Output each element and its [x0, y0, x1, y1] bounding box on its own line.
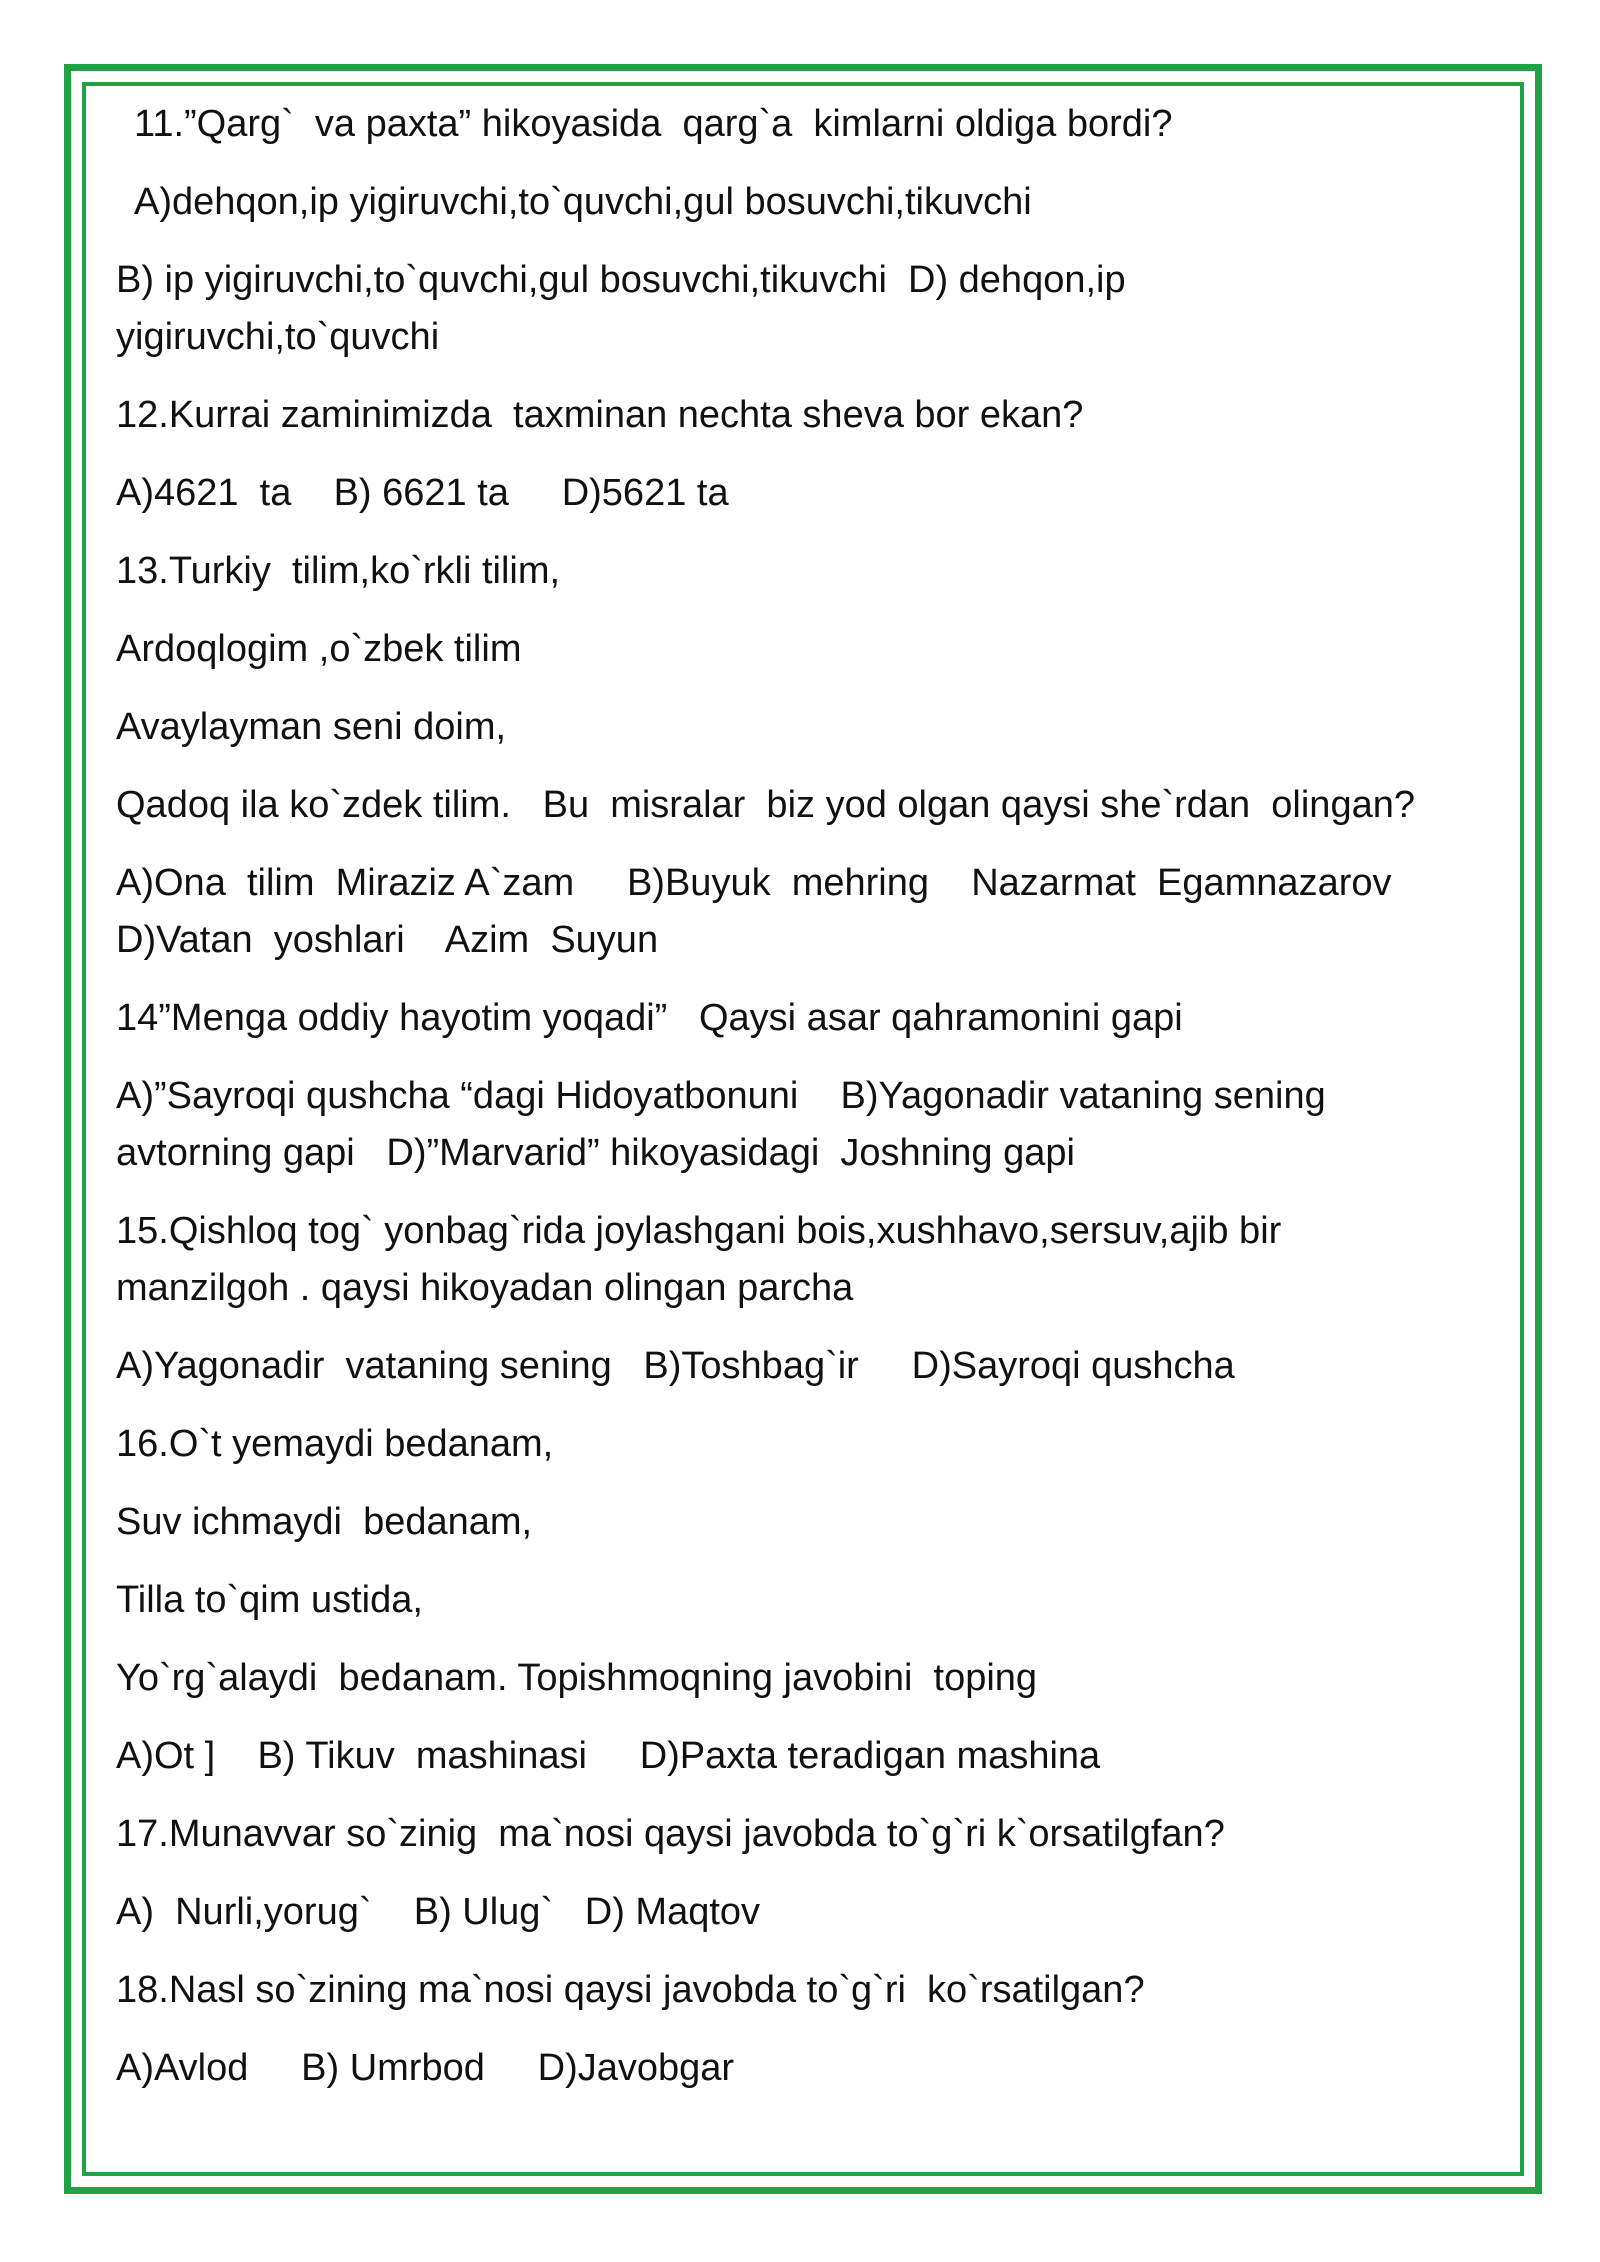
text-line: Avaylayman seni doim, [116, 706, 507, 748]
text-line: A)dehqon,ip yigiruvchi,to`quvchi,gul bosuvchi,tikuvchi [134, 181, 1032, 223]
line-gap [116, 756, 1466, 777]
line-gap [116, 1707, 1466, 1728]
line-gap [116, 366, 1466, 387]
text-line: avtorning gapi D)”Marvarid” hikoyasidagi Joshning gapi [116, 1132, 1075, 1174]
line-gap [116, 1473, 1466, 1494]
line-gap [116, 522, 1466, 543]
text-line: Ardoqlogim ,o`zbek tilim [116, 628, 522, 670]
line-gap [116, 1551, 1466, 1572]
text-line: yigiruvchi,to`quvchi [116, 316, 440, 358]
line-gap [116, 231, 1466, 252]
line-gap [116, 2019, 1466, 2040]
text-line: Suv ichmaydi bedanam, [116, 1501, 533, 1543]
text-line: A)Yagonadir vataning sening B)Toshbag`ir D)Sayroqi qushcha [116, 1345, 1235, 1387]
text-line: Yo`rg`alaydi bedanam. Topishmoqning javobini toping [116, 1657, 1038, 1699]
line-gap [116, 153, 1466, 174]
line-gap [116, 1863, 1466, 1884]
text-line: A)”Sayroqi qushcha “dagi Hidoyatbonuni B)Yagonadir vataning sening [116, 1075, 1326, 1117]
text-line: 18.Nasl so`zining ma`nosi qaysi javobda to`g`ri ko`rsatilgan? [116, 1969, 1145, 2011]
line-gap [116, 969, 1466, 990]
text-line: 14”Menga oddiy hayotim yoqadi” Qaysi asar qahramonini gapi [116, 997, 1183, 1039]
text-line: 13.Turkiy tilim,ko`rkli tilim, [116, 550, 561, 592]
text-line: Qadoq ila ko`zdek tilim. Bu misralar biz yod olgan qaysi she`rdan olingan? [116, 784, 1415, 826]
text-line: D)Vatan yoshlari Azim Suyun [116, 919, 659, 961]
text-line: A)Ot ] B) Tikuv mashinasi D)Paxta teradigan mashina [116, 1735, 1101, 1777]
line-gap [116, 600, 1466, 621]
line-gap [116, 678, 1466, 699]
text-line: manzilgoh . qaysi hikoyadan olingan parcha [116, 1267, 854, 1309]
text-line: 17.Munavvar so`zinig ma`nosi qaysi javobda to`g`ri k`orsatilgfan? [116, 1813, 1225, 1855]
text-line: A)Avlod B) Umrbod D)Javobgar [116, 2047, 735, 2089]
text-line: 16.O`t yemaydi bedanam, [116, 1423, 554, 1465]
line-gap [116, 1941, 1466, 1962]
text-line: B) ip yigiruvchi,to`quvchi,gul bosuvchi,tikuvchi D) dehqon,ip [116, 259, 1126, 301]
line-gap [116, 1629, 1466, 1650]
text-line: 15.Qishloq tog` yonbag`rida joylashgani bois,xushhavo,sersuv,ajib bir [116, 1210, 1282, 1252]
line-gap [116, 1395, 1466, 1416]
line-gap [116, 1785, 1466, 1806]
text-line: 11.”Qarg` va paxta” hikoyasida qarg`a kimlarni oldiga bordi? [134, 103, 1173, 145]
text-line: Tilla to`qim ustida, [116, 1579, 423, 1621]
line-gap [116, 444, 1466, 465]
text-line: A) Nurli,yorug` B) Ulug` D) Maqtov [116, 1891, 761, 1933]
line-gap [116, 1182, 1466, 1203]
text-line: 12.Kurrai zaminimizda taxminan nechta sheva bor ekan? [116, 394, 1084, 436]
line-gap [116, 834, 1466, 855]
quiz-text [116, 96, 1466, 2097]
line-gap [116, 1317, 1466, 1338]
text-line: A)4621 ta B) 6621 ta D)5621 ta [116, 472, 729, 514]
text-line: A)Ona tilim Miraziz A`zam B)Buyuk mehring Nazarmat Egamnazarov [116, 862, 1392, 904]
line-gap [116, 1047, 1466, 1068]
